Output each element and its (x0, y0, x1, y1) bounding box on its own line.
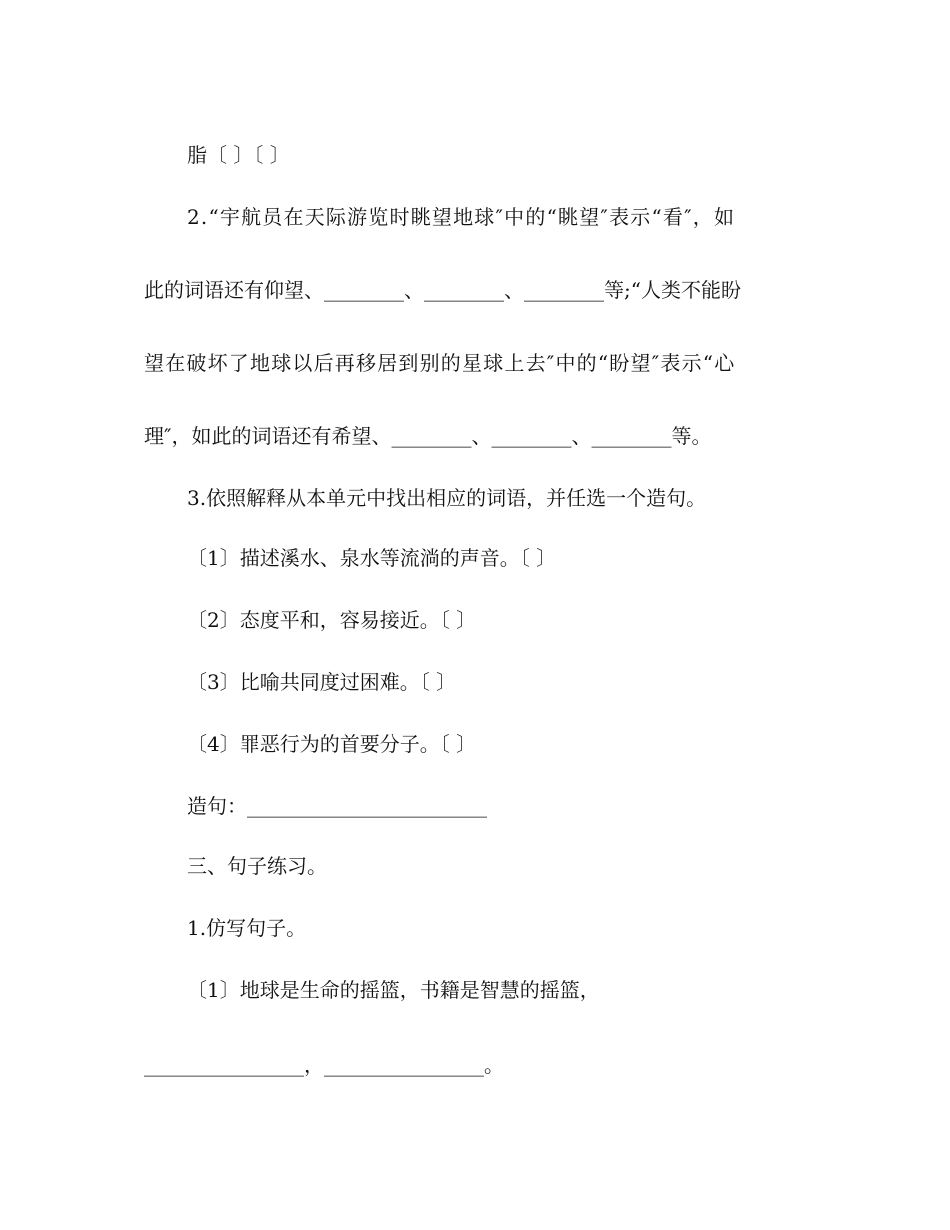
question-2-line-3: 望在破坏了地球以后再移居到别的星球上去″中的“盼望″表示“心 (144, 351, 736, 375)
section-3-heading: 三、句子练习。 (187, 854, 327, 878)
text-line-1: 脂〔 〕〔 〕 (187, 143, 290, 167)
question-3-item-2: 〔2〕态度平和，容易接近。〔 〕 (187, 608, 477, 632)
question-3-item-3: 〔3〕比喻共同度过困难。〔 〕 (187, 670, 457, 694)
question-3-item-4: 〔4〕罪恶行为的首要分子。〔 〕 (187, 732, 477, 756)
question-2-line-4: 理″，如此的词语还有希望、________、________、________等。 (144, 424, 712, 448)
section-3-item-1-heading: 1.仿写句子。 (187, 916, 307, 940)
question-3-item-1: 〔1〕描述溪水、泉水等流淌的声音。〔 〕 (187, 546, 557, 570)
imitation-sentence-blanks: ________________，________________。 (144, 1053, 504, 1077)
question-2-line-2: 此的词语还有仰望、________、________、________等;“人类不能盼 (144, 278, 741, 302)
imitation-sentence-prompt: 〔1〕地球是生命的摇篮，书籍是智慧的摇篮， (187, 978, 600, 1002)
sentence-making-line: 造句：________________________ (187, 794, 487, 818)
question-2-line-1: 2.“宇航员在天际游览时眺望地球″中的“眺望″表示“看″，如 (187, 205, 736, 229)
question-3-heading: 3.依照解释从本单元中找出相应的词语，并任选一个造句。 (187, 486, 707, 510)
